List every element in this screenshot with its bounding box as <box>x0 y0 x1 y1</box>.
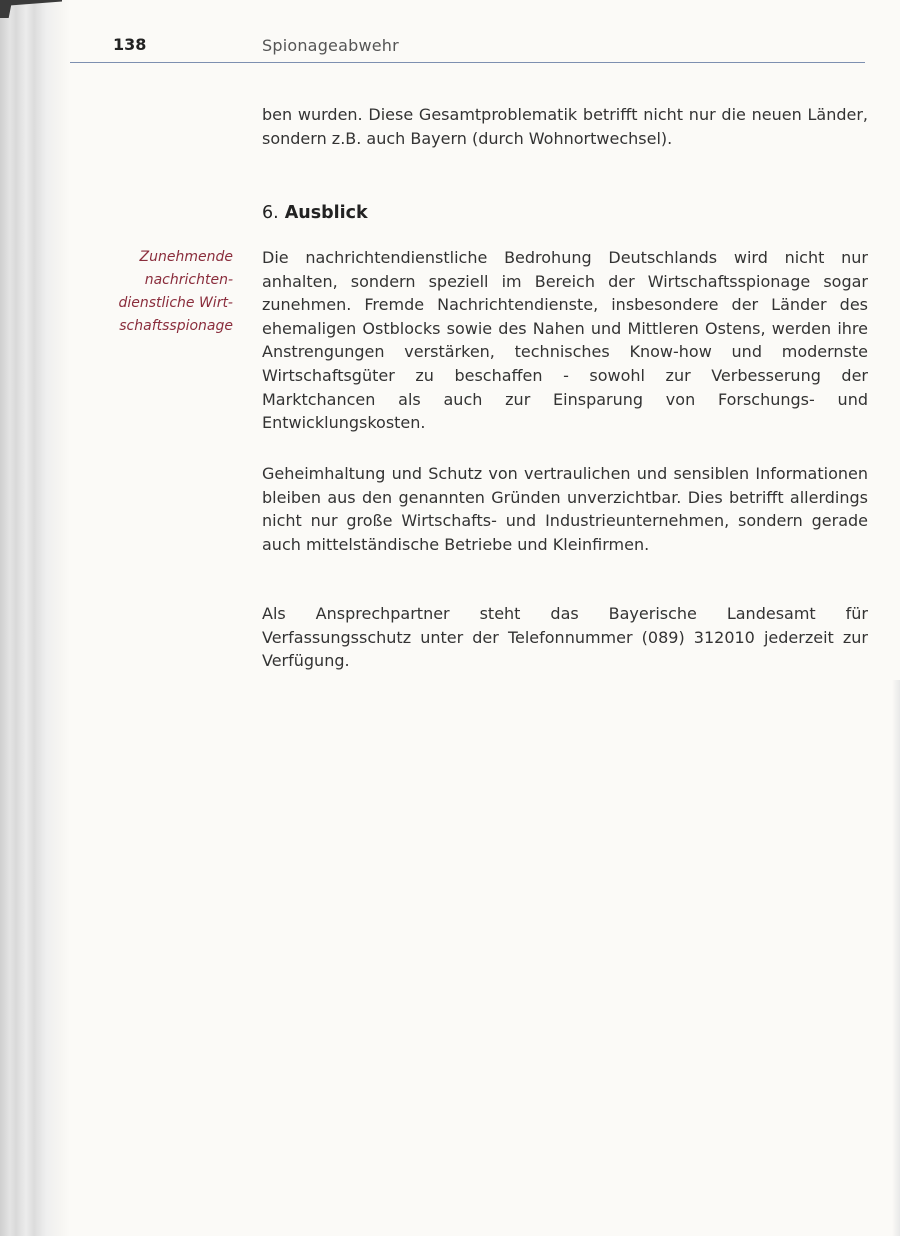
page-number: 138 <box>113 35 147 54</box>
running-head-title: Spionageabwehr <box>262 36 399 55</box>
section-heading <box>262 203 368 223</box>
paragraph-contact: Als Ansprechpartner steht das Bayerische Landesamt für Verfassungsschutz unter der Telefonnummer (089) 312010 jederzeit zur Verfügung. <box>262 604 868 671</box>
section-title: Ausblick <box>284 203 368 223</box>
margin-note <box>103 246 233 338</box>
margin-note-line: Zunehmende <box>139 249 233 265</box>
margin-note-line: dienstliche Wirt- <box>118 295 233 311</box>
margin-note-line: nachrichten- <box>144 272 233 288</box>
intro-paragraph: ben wurden. Diese Gesamtproblematik betrifft nicht nur die neuen Länder, sondern z.B. auch Bayern (durch Wohnortwechsel). <box>262 105 868 148</box>
header-rule <box>70 62 865 63</box>
section-number: 6. <box>262 203 279 223</box>
paragraph-confidentiality: Geheimhaltung und Schutz von vertraulichen und sensiblen Informationen bleiben aus den genannten Gründen unverzichtbar. Dies betrifft allerdings nicht nur große Wirtschafts- und Industrieunternehmen, sondern gerade auch mittelständische Betriebe und Kleinfirmen. <box>262 464 868 554</box>
scan-right-edge <box>892 680 900 1236</box>
scan-binding-shadow <box>0 0 70 1236</box>
margin-note-line: schaftsspionage <box>119 318 233 334</box>
paragraph-outlook: Die nachrichtendienstliche Bedrohung Deutschlands wird nicht nur anhalten, sondern speziell im Bereich der Wirtschaftsspionage sogar zunehmen. Fremde Nachrichtendienste, insbesondere der Länder des ehemaligen Ostblocks sowie des Nahen und Mittleren Ostens, werden ihre Anstrengungen verstärken, technisches Know-how und modernste Wirtschaftsgüter zu beschaffen - sowohl zur Verbesserung der Marktchancen als auch zur Einsparung von Forschungs- und Entwicklungskosten. <box>262 248 868 433</box>
